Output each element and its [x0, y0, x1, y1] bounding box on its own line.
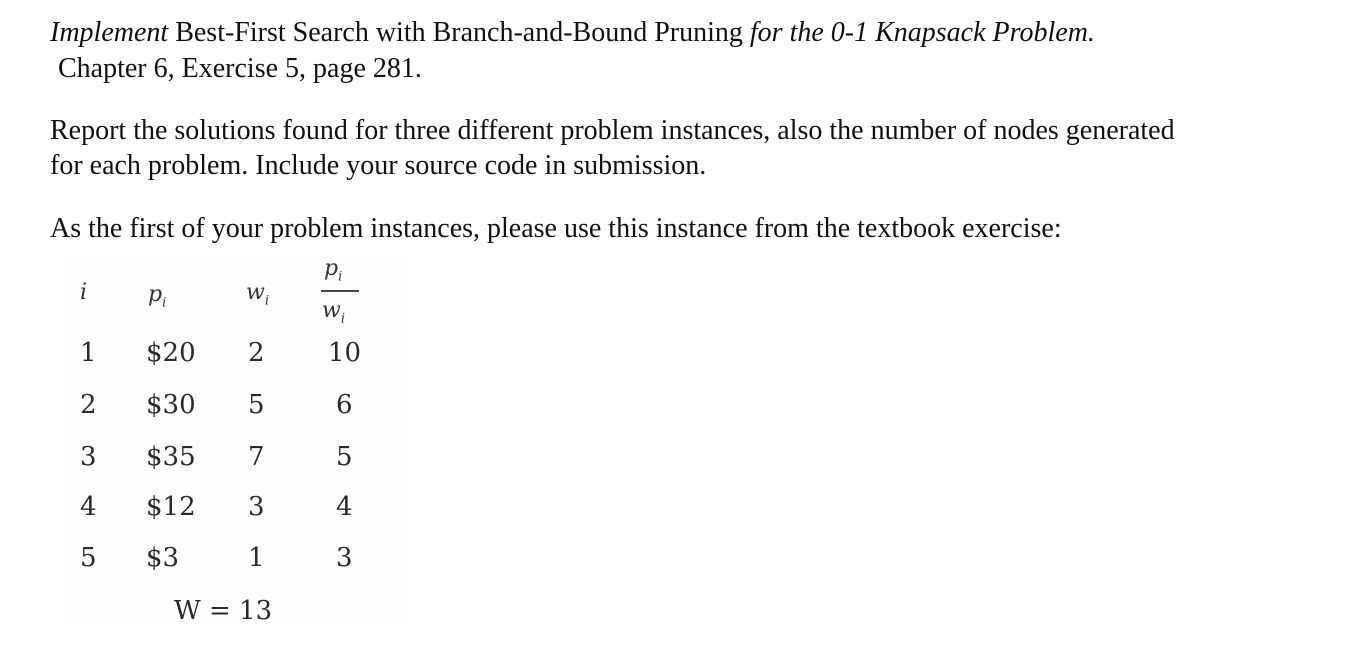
table-cell-ratio: 4: [336, 492, 353, 522]
table-cell-profit: $3: [146, 543, 180, 573]
table-cell-i: 1: [80, 338, 97, 368]
header-ratio-fraction-bar: [321, 290, 359, 292]
header-ratio-num-symbol: p: [324, 256, 339, 281]
table-cell-weight: 5: [248, 390, 265, 420]
instructions-line-2: for each problem. Include your source code in submission.: [50, 150, 707, 181]
table-cell-ratio: 5: [336, 442, 353, 472]
table-cell-ratio: 6: [336, 390, 353, 420]
table-cell-ratio: 10: [328, 338, 362, 368]
header-ratio-num-subscript: i: [338, 269, 343, 285]
table-cell-profit: $20: [146, 338, 196, 368]
capacity-label: W = 13: [174, 596, 273, 626]
header-w-symbol: w: [246, 280, 265, 305]
table-cell-i: 4: [80, 492, 97, 522]
table-cell-profit: $35: [146, 442, 196, 472]
knapsack-instance-table: [62, 252, 407, 627]
table-cell-profit: $12: [146, 492, 196, 522]
table-cell-weight: 2: [248, 338, 265, 368]
instructions-line-1: Report the solutions found for three different problem instances, also the number of nodes generated: [50, 115, 1175, 146]
table-cell-profit: $30: [146, 390, 196, 420]
header-i: i: [80, 280, 88, 305]
header-ratio-numerator: [324, 254, 342, 292]
chapter-reference: Chapter 6, Exercise 5, page 281.: [58, 53, 422, 84]
table-cell-ratio: 3: [336, 543, 353, 573]
header-p-subscript: i: [162, 295, 167, 311]
title-emphasis-implement: Implement: [50, 17, 169, 48]
table-cell-i: 2: [80, 390, 97, 420]
header-ratio-den-symbol: w: [322, 298, 341, 323]
header-w: [246, 278, 269, 316]
header-ratio-denominator: [322, 296, 345, 334]
instance-intro: As the first of your problem instances, please use this instance from the textbook exercise:: [50, 213, 1062, 244]
table-cell-i: 5: [80, 543, 97, 573]
table-cell-weight: 3: [248, 492, 265, 522]
header-w-subscript: i: [264, 293, 270, 309]
title-plain-text: Best-First Search with Branch-and-Bound Pruning: [168, 17, 750, 48]
table-cell-weight: 1: [248, 543, 265, 573]
table-cell-weight: 7: [248, 442, 265, 472]
title-line: [50, 16, 1095, 50]
header-ratio-den-subscript: i: [340, 311, 346, 327]
header-p-symbol: p: [148, 282, 163, 307]
title-emphasis-problem: for the 0-1 Knapsack Problem.: [749, 17, 1095, 48]
header-p: [148, 280, 166, 318]
table-cell-i: 3: [80, 442, 97, 472]
